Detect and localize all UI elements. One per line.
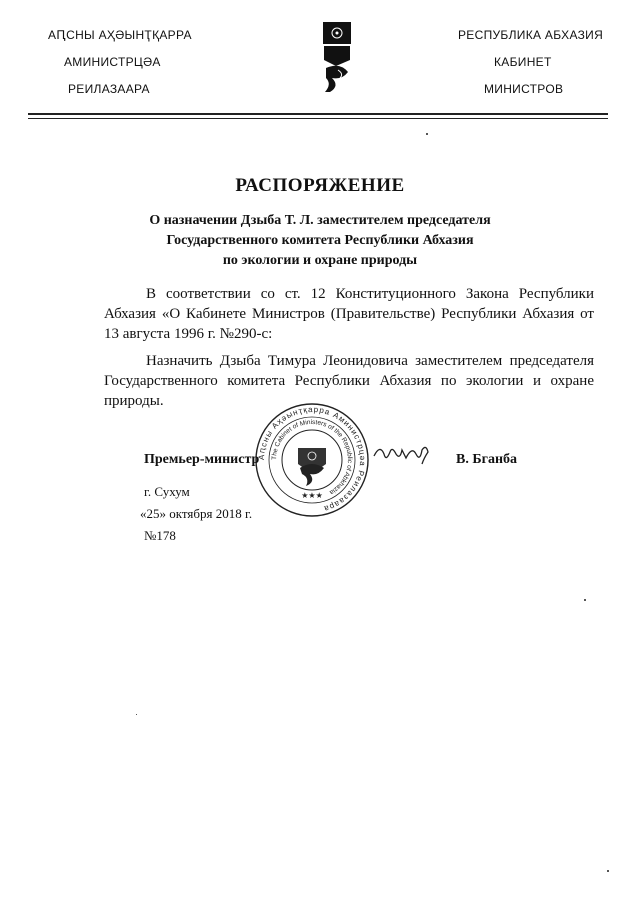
header-left-line-2: АМИНИСТРЦӘА bbox=[64, 55, 161, 69]
svg-text:★★★: ★★★ bbox=[301, 491, 323, 500]
seal-outer-text: Аԥсны Аҳәынҭқарра Аминистрцәа Реилазаара bbox=[256, 404, 368, 514]
abkhazia-emblem-icon bbox=[322, 20, 352, 94]
scan-speck bbox=[584, 599, 586, 601]
issue-city: г. Сухум bbox=[144, 484, 190, 499]
signatory-position: Премьер-министр bbox=[144, 452, 260, 467]
header-right-line-1: РЕСПУБЛИКА АБХАЗИЯ bbox=[458, 28, 604, 42]
header-left-line-1: АԤСНЫ АҲӘЫНҬҚАРРА bbox=[48, 28, 192, 42]
paragraph-order: Назначить Дзыба Тимура Леонидовича заместителем председателя Государственного комитета Республики Абхазия по экологии и охране природы. bbox=[104, 353, 594, 409]
subject-line-2: Государственного комитета Республики Абхазия bbox=[166, 233, 474, 248]
subject-line-3: по экологии и охране природы bbox=[222, 253, 418, 268]
header-left-line-3: РЕИЛАЗААРА bbox=[68, 82, 150, 96]
header-right-line-3: МИНИСТРОВ bbox=[484, 82, 564, 96]
scan-speck bbox=[607, 870, 609, 872]
scan-speck bbox=[426, 133, 428, 135]
issue-date: «25» октября 2018 г. bbox=[140, 506, 253, 521]
scan-speck bbox=[136, 714, 137, 715]
subject-line-1: О назначении Дзыба Т. Л. заместителем председателя bbox=[149, 213, 491, 228]
signatory-name: В. Бганба bbox=[456, 452, 518, 467]
seal-inner-text: The Cabinet of Ministers of the Republic of Abkhazia bbox=[270, 418, 354, 496]
header-right-line-2: КАБИНЕТ bbox=[494, 55, 552, 69]
header-rule-thin bbox=[28, 118, 608, 119]
official-seal-icon bbox=[254, 402, 370, 518]
document-number: №178 bbox=[144, 528, 176, 543]
header-rule-thick bbox=[28, 113, 608, 115]
paragraph-basis: В соответствии со ст. 12 Конституционного Закона Республики Абхазия «О Кабинете Министров (Правительстве) Республики Абхазия от 13 августа 1996 г. №290-с: bbox=[104, 286, 594, 342]
document-title: РАСПОРЯЖЕНИЕ bbox=[235, 175, 405, 196]
handwritten-signature-icon bbox=[372, 440, 432, 466]
